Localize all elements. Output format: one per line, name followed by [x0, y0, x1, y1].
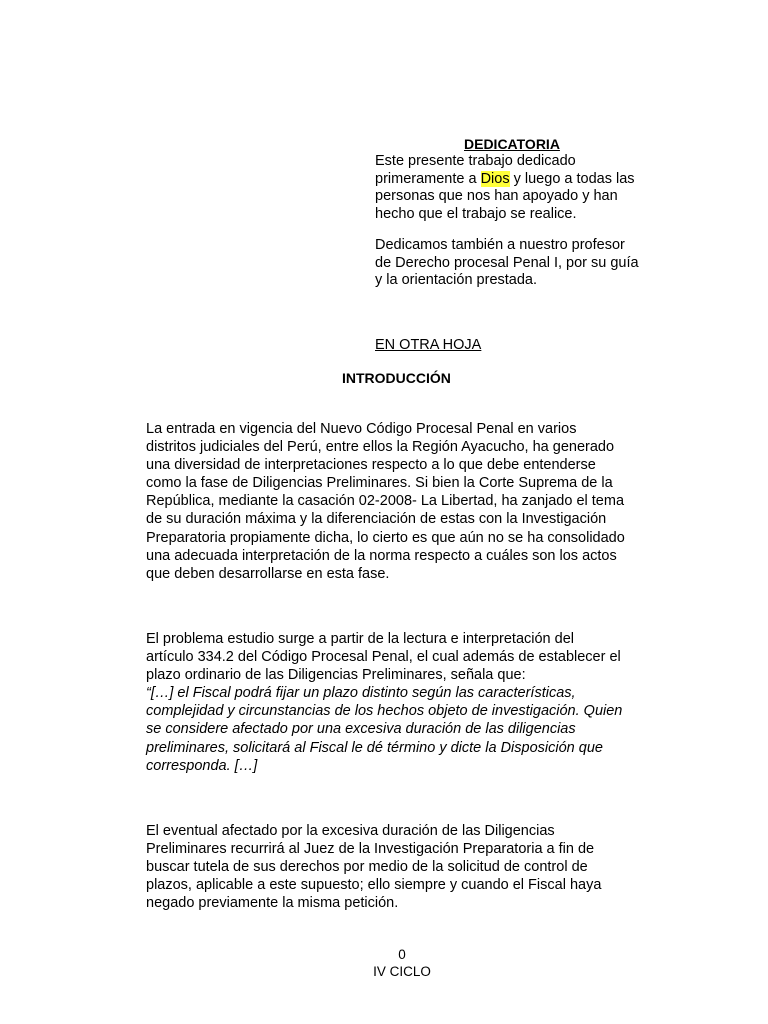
introduction-paragraph-1 [146, 420, 666, 583]
other-sheet-note: EN OTRA HOJA [375, 337, 482, 353]
page-number: 0 [398, 947, 406, 962]
dedication-line: Dedicamos también a nuestro profesor [375, 237, 625, 253]
introduction-title: INTRODUCCIÓN [342, 370, 451, 386]
paragraph-line: plazo ordinario de las Diligencias Preliminares, señala que: [146, 667, 526, 684]
paragraph-line: artículo 334.2 del Código Procesal Penal, el cual además de establecer el [146, 649, 621, 666]
paragraph-line: República, mediante la casación 02-2008- La Libertad, ha zanjado el tema [146, 493, 625, 510]
paragraph-line: Preparatoria propiamente dicha, lo cierto es que aún no se ha consolidado [146, 529, 625, 546]
paragraph-line: plazos, aplicable a este supuesto; ello siempre y cuando el Fiscal haya [146, 877, 602, 894]
quote-line: se considere afectado por una excesiva duración de las diligencias [146, 721, 576, 738]
dedication-title: DEDICATORIA [464, 136, 560, 152]
paragraph-line: una diversidad de interpretaciones respecto a lo que debe entenderse [146, 457, 596, 474]
quote-line: preliminares, solicitará al Fiscal le dé término y dicte la Disposición que [146, 739, 603, 756]
introduction-paragraph-2 [146, 630, 666, 775]
dedication-line: de Derecho procesal Penal I, por su guía [375, 254, 639, 271]
paragraph-line: Preliminares recurrirá al Juez de la Investigación Preparatoria a fin de [146, 841, 595, 858]
dedication-text: y luego a todas las [509, 170, 635, 187]
paragraph-line: El problema estudio surge a partir de la lectura e interpretación del [146, 631, 574, 647]
quote-line: complejidad y circunstancias de los hechos objeto de investigación. Quien [146, 703, 623, 720]
paragraph-line: negado previamente la misma petición. [146, 895, 399, 912]
introduction-paragraph-3 [146, 822, 666, 912]
dedication-text: primeramente a [375, 170, 481, 187]
paragraph-line: La entrada en vigencia del Nuevo Código Procesal Penal en varios [146, 421, 577, 437]
dedication-paragraph-2 [375, 237, 675, 290]
dedication-line: hecho que el trabajo se realice. [375, 205, 577, 222]
dedication-line: personas que nos han apoyado y han [375, 188, 618, 204]
dedication-line: Este presente trabajo dedicado [375, 153, 576, 169]
paragraph-line: como la fase de Diligencias Preliminares. Si bien la Corte Suprema de la [146, 475, 613, 492]
paragraph-line: buscar tutela de sus derechos por medio de la solicitud de control de [146, 859, 588, 876]
paragraph-line: El eventual afectado por la excesiva duración de las Diligencias [146, 823, 555, 839]
dedication-line [375, 171, 675, 189]
highlighted-word: Dios [480, 170, 510, 187]
paragraph-line: de su duración máxima y la diferenciación de estas con la Investigación [146, 511, 607, 528]
dedication-paragraph-1 [375, 153, 675, 223]
footer-cycle: IV CICLO [373, 964, 431, 979]
quote-line: “[…] el Fiscal podrá fijar un plazo distinto según las características, [146, 685, 576, 702]
quote-line: corresponda. […] [146, 757, 258, 774]
dedication-line: y la orientación prestada. [375, 272, 538, 288]
paragraph-line: que deben desarrollarse en esta fase. [146, 565, 390, 582]
paragraph-line: una adecuada interpretación de la norma respecto a cuáles son los actos [146, 547, 617, 564]
paragraph-line: distritos judiciales del Perú, entre ellos la Región Ayacucho, ha generado [146, 439, 615, 456]
